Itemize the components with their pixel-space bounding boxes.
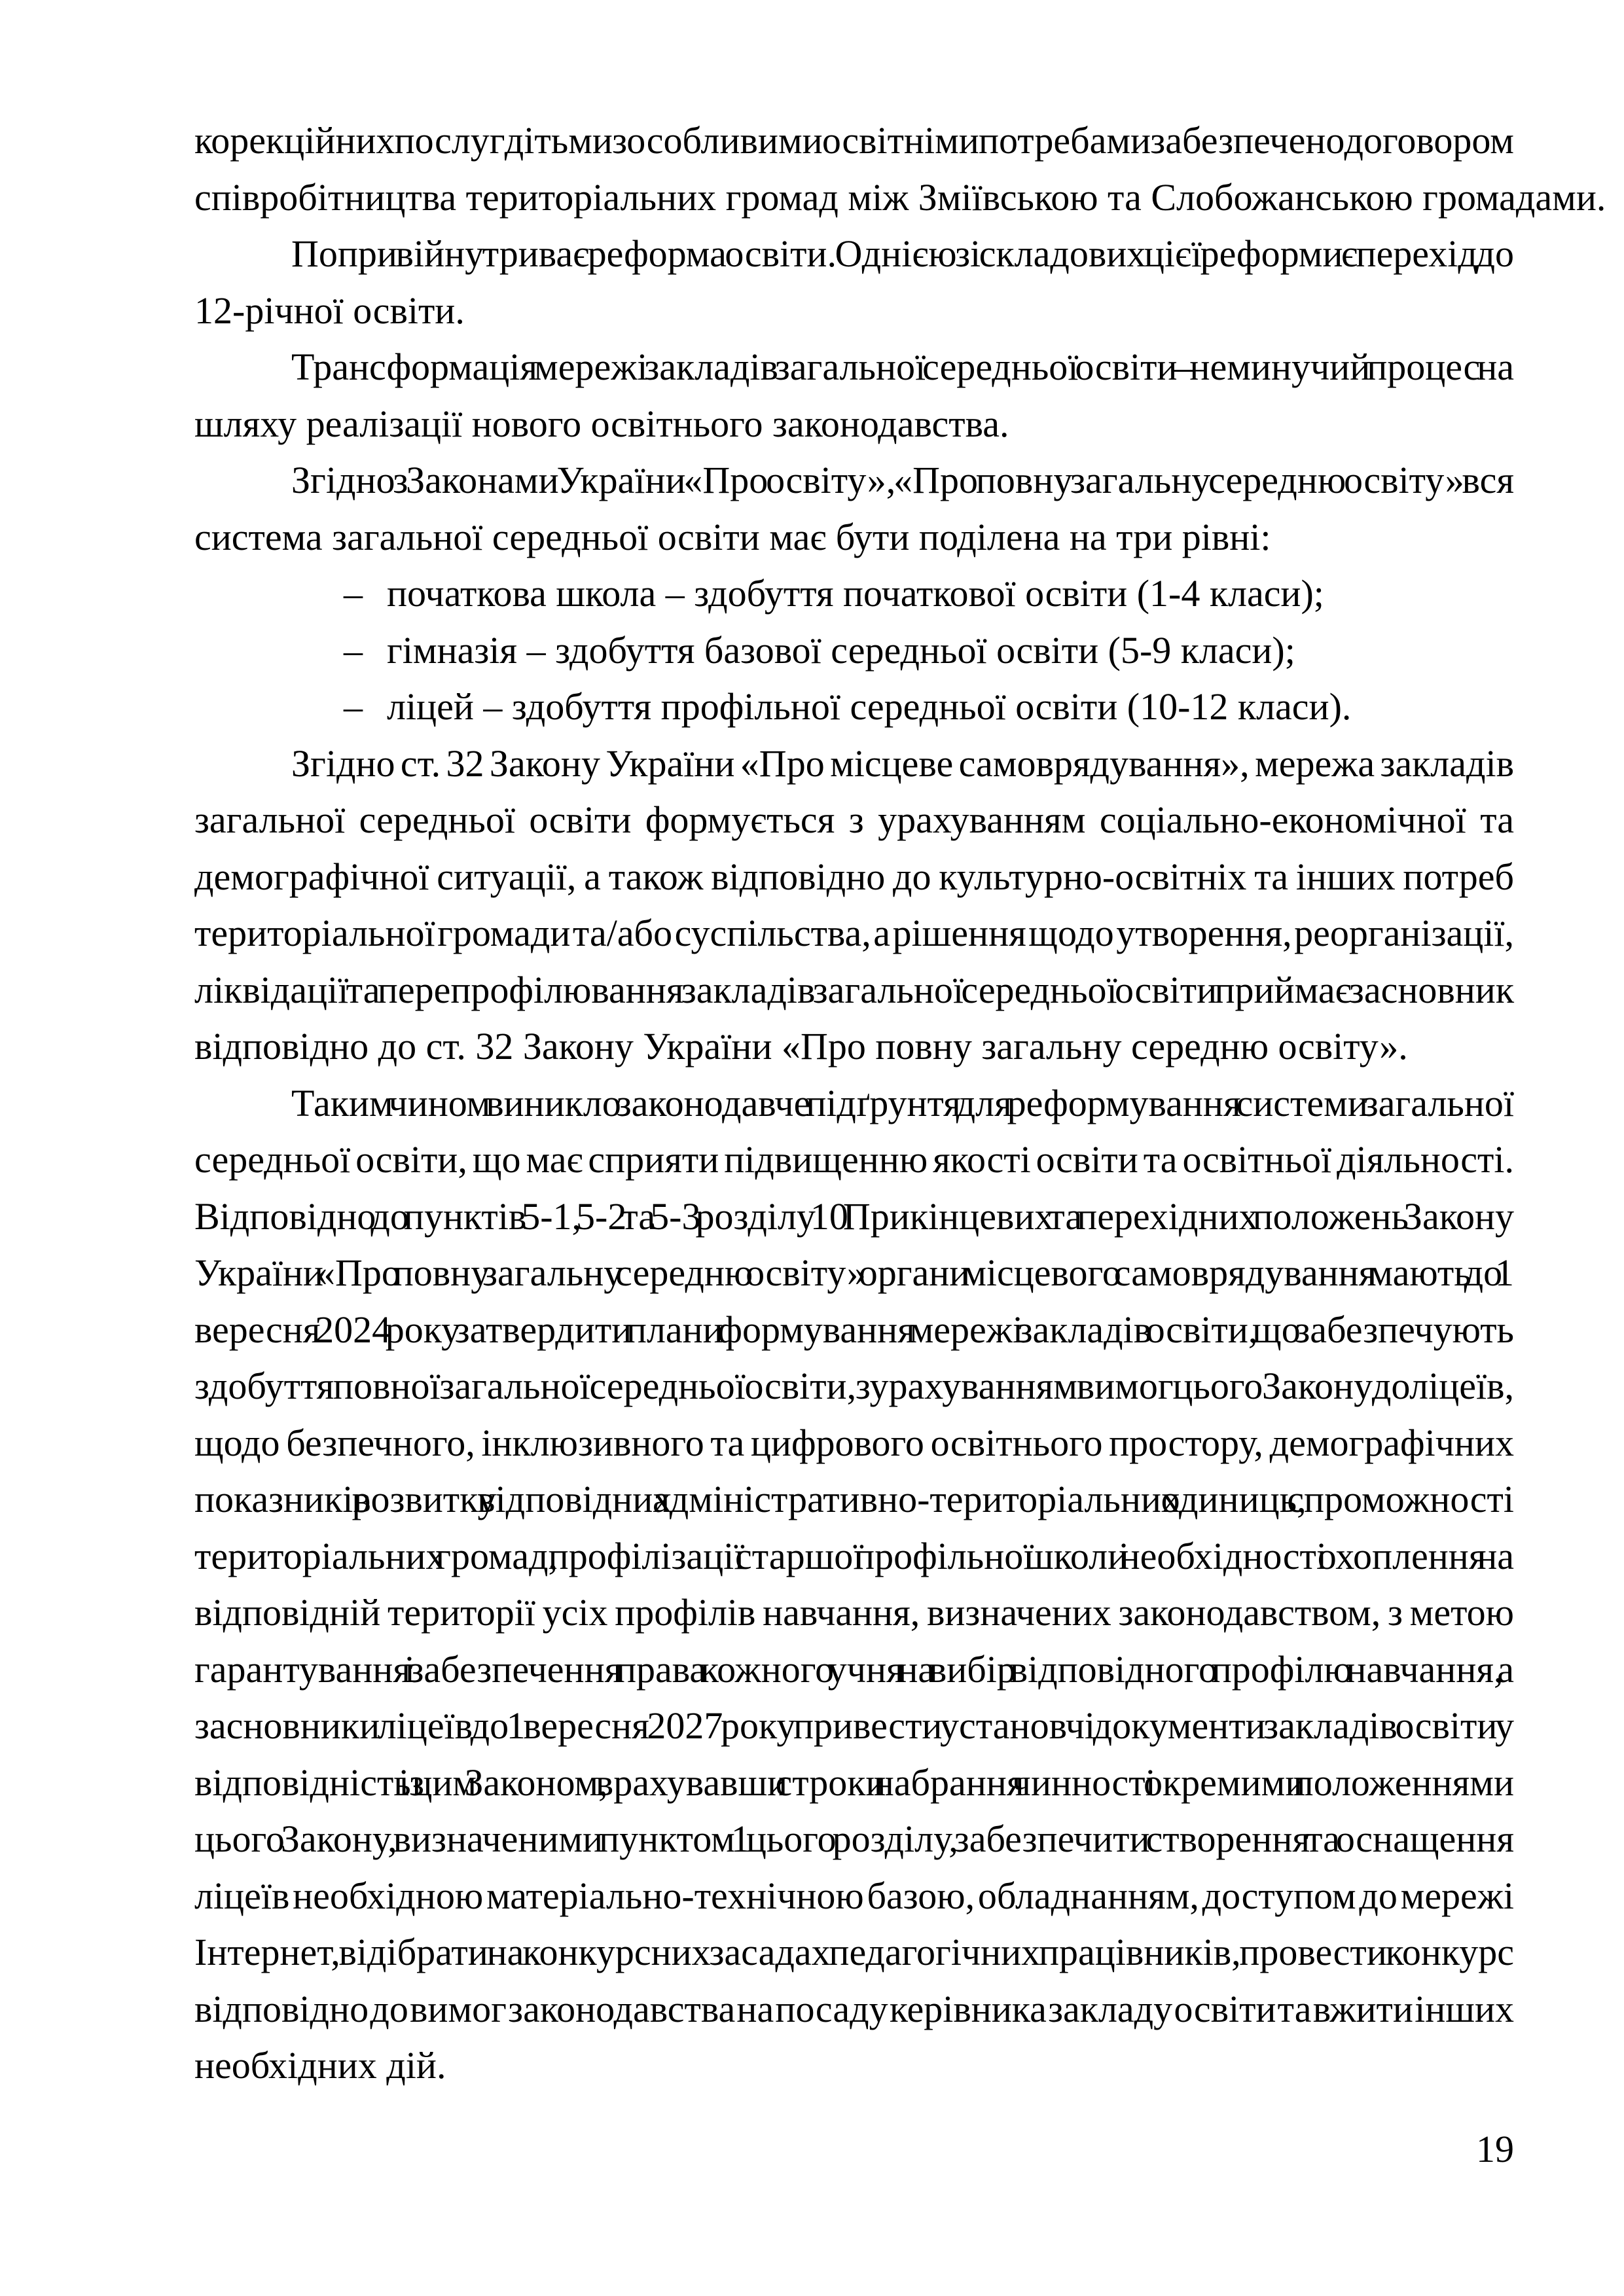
text-line: вересня 2024 року затвердити плани формування мережі закладів освіти, що забезпечують — [194, 1308, 1514, 1351]
text-line: загальної середньої освіти формується з урахуванням соціально-економічної та — [194, 798, 1514, 841]
text-line: співробітництва територіальних громад між Зміївською та Слобожанською громадами. — [194, 175, 1606, 219]
text-line: гарантування і забезпечення права кожного учня на вибір відповідного профілю навчання, а — [194, 1647, 1514, 1691]
text-line: ліквідації та перепрофілювання закладів загальної середньої освіти приймає засновник — [194, 968, 1514, 1011]
text-line: Інтернет, відібрати на конкурсних засадах педагогічних працівників, провести конкурс — [194, 1931, 1514, 1973]
bullet-dash: – — [344, 572, 363, 615]
bullet-item — [194, 679, 1514, 736]
text-line: середньої освіти, що має сприяти підвищенню якості освіти та освітньої діяльності. — [194, 1138, 1514, 1181]
text-line: Згідно ст. 32 Закону України «Про місцеве самоврядування», мережа закладів — [291, 742, 1514, 785]
bullet-text: ліцей – здобуття профільної середньої освіти (10-12 класи). — [387, 685, 1352, 728]
text-line: показників розвитку відповідних адміністративно-територіальних одиниць, спроможності — [194, 1478, 1514, 1520]
text-line: Відповідно до пунктів 5-1, 5-2 та 5-3 розділу 10 Прикінцевих та перехідних положень Закону — [194, 1194, 1514, 1238]
bullet-text: початкова школа – здобуття початкової освіти (1-4 класи); — [387, 572, 1324, 615]
text-line: територіальної громади та/або суспільства, а рішення щодо утворення, реорганізації, — [194, 912, 1514, 954]
text-line: України «Про повну загальну середню освіту» органи місцевого самоврядування мають до 1 — [194, 1251, 1514, 1294]
bullet-dash: – — [344, 685, 363, 728]
text-line: Попри війну триває реформа освіти. Однією зі складових цієї реформи є перехід до — [291, 232, 1514, 275]
text-line: здобуття повної загальної середньої освіти, з урахуванням вимог цього Закону до ліцеїв, — [194, 1365, 1514, 1407]
text-line: відповідно до ст. 32 Закону України «Про повну загальну середню освіту». — [194, 1025, 1408, 1067]
text-line: демографічної ситуації, а також відповідно до культурно-освітніх та інших потреб — [194, 855, 1514, 898]
text-line: Таким чином виникло законодавче підґрунтя для реформування системи загальної — [291, 1081, 1514, 1124]
text-line: 12-річної освіти. — [194, 289, 465, 332]
text-line: відповідно до вимог законодавства на посаду керівника закладу освіти та вжити інших — [194, 1987, 1514, 2030]
text-line: система загальної середньої освіти має бути поділена на три рівні: — [194, 515, 1271, 558]
text-line: щодо безпечного, інклюзивного та цифрового освітнього простору, демографічних — [194, 1421, 1514, 1464]
text-line: відповідній території усіх профілів навчання, визначених законодавством, з метою — [194, 1591, 1514, 1634]
text-line: територіальних громад, профілізації старшої профільної школи і необхідності охоплення на — [194, 1534, 1514, 1577]
text-line: Трансформація мережі закладів загальної середньої освіти – неминучий процес на — [291, 346, 1514, 388]
text-line: цього Закону, визначеними пунктом 1 цього розділу, забезпечити створення та оснащення — [194, 1818, 1514, 1860]
text-line: засновники ліцеїв до 1 вересня 2027 року привести установчі документи закладів освіти у — [194, 1704, 1514, 1747]
text-line: Згідно з Законами України «Про освіту», «Про повну загальну середню освіту» вся — [291, 459, 1514, 501]
text-line: необхідних дій. — [194, 2044, 446, 2087]
bullet-item — [194, 565, 1514, 622]
text-line: ліцеїв необхідною матеріально-технічною базою, обладнанням, доступом до мережі — [194, 1874, 1514, 1917]
document-body — [194, 113, 1606, 2094]
bullet-dash: – — [344, 628, 363, 672]
text-line: відповідність із цим Законом, врахувавши строки набрання чинності окремими положеннями — [194, 1761, 1514, 1804]
bullet-text: гімназія – здобуття базової середньої освіти (5-9 класи); — [387, 628, 1295, 672]
text-line: корекційних послуг дітьми з особливими освітніми потребами забезпечено договором — [194, 119, 1514, 162]
bullet-item — [194, 622, 1514, 679]
text-line: шляху реалізації нового освітнього законодавства. — [194, 402, 1009, 445]
page-number: 19 — [1476, 2128, 1514, 2170]
